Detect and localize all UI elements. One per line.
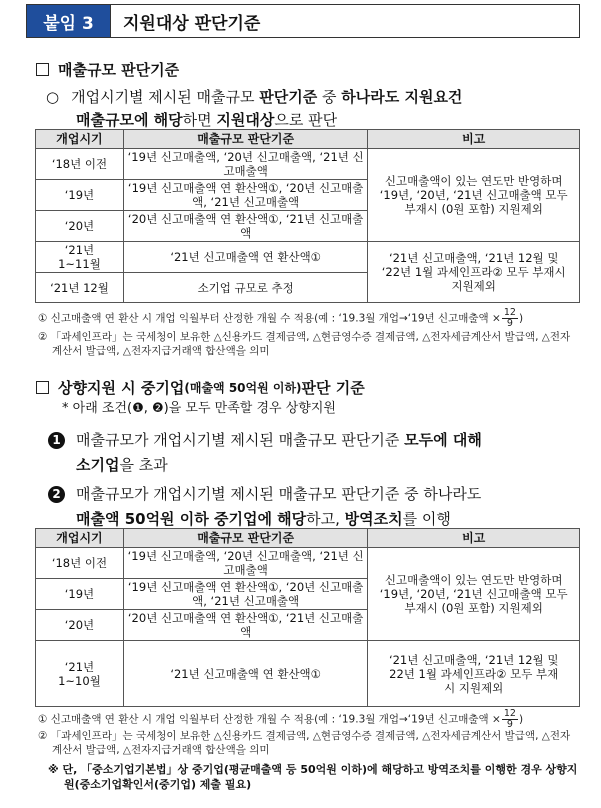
column-header: 개업시기 — [36, 130, 124, 149]
condition-1: 1 매출규모가 개업시기별 제시된 매출규모 판단기준 모두에 대해 소기업을 초과 — [48, 428, 583, 478]
footnote-2: ② 「과세인프라」는 국세청이 보유한 △신용카드 결제금액, △현금영수증 결제금액, △전자세금계산서 발급액, △전자계산서 발급액, △전자지급거래액 합산액을 의미 — [38, 730, 571, 756]
table-row: ‘18년 이전 ‘19년 신고매출액, ‘20년 신고매출액, ‘21년 신고매출액 신고매출액이 있는 연도만 반영하며 ‘19년, ‘20년, ‘21년 신고매출액 모두 부재시 (0원 포함) 지원제외 — [36, 548, 580, 579]
table-row: ‘21년 1~10월 ‘21년 신고매출액 연 환산액① ‘21년 신고매출액, ‘21년 12월 및 22년 1월 과세인프라② 모두 부재시 지원제외 — [36, 641, 580, 707]
remark-cell: 신고매출액이 있는 연도만 반영하며 ‘19년, ‘20년, ‘21년 신고매출액 모두 부재시 (0원 포함) 지원제외 — [368, 548, 580, 641]
page-title: 지원대상 판단기준 — [123, 13, 261, 34]
footnote-1: ① 신고매출액 연 환산 시 개업 익월부터 산정한 개월 수 적용(예 : ‘19.3월 개업→‘19년 신고매출액 × $\frac{12}{9}$ ) — [38, 307, 524, 329]
criteria-table-2 — [35, 528, 580, 707]
section-1-heading — [36, 59, 179, 80]
table-row: ‘21년 12월 소기업 규모로 추정 — [36, 273, 580, 303]
number-1-icon: 1 — [48, 432, 65, 449]
column-header: 비고 — [368, 529, 580, 548]
table-row: ‘20년 ‘20년 신고매출액 연 환산액①, ‘21년 신고매출액 — [36, 610, 580, 641]
section-1-title: 매출규모 판단기준 — [58, 61, 180, 79]
footnote-2: ② 「과세인프라」는 국세청이 보유한 △신용카드 결제금액, △현금영수증 결제금액, △전자세금계산서 발급액, △전자계산서 발급액, △전자지급거래액 합산액을 의미 — [38, 331, 571, 357]
footnote-1: ① 신고매출액 연 환산 시 개업 익월부터 산정한 개월 수 적용(예 : ‘19.3월 개업→‘19년 신고매출액 × $\frac{12}{9}$ ) — [38, 708, 524, 730]
condition-note: * 아래 조건(❶, ❷)을 모두 만족할 경우 상향지원 — [62, 401, 336, 416]
condition-2: 2 매출규모가 개업시기별 제시된 매출규모 판단기준 중 하나라도 매출액 50억원 이하 중기업에 해당하고, 방역조치를 이행 — [48, 482, 583, 532]
table-row: ‘19년 ‘19년 신고매출액 연 환산액①, ‘20년 신고매출액, ‘21년 신고매출액 — [36, 579, 580, 610]
criteria-table-1 — [35, 129, 580, 303]
appendix-tag: 붙임 3 — [27, 5, 111, 37]
checkbox-square-icon — [36, 381, 49, 394]
final-remark: ※ 단, 「중소기업기본법」상 중기업(평균매출액 등 50억원 이하)에 해당하고 방역조치를 이행한 경우 상향지원(중소기업확인서(중기업) 제출 필요) — [48, 763, 578, 791]
table-row: ‘18년 이전 ‘19년 신고매출액, ‘20년 신고매출액, ‘21년 신고매출액 신고매출액이 있는 연도만 반영하며 ‘19년, ‘20년, ‘21년 신고매출액 모두 부재시 (0원 포함) 지원제외 — [36, 149, 580, 180]
remark-cell: ‘21년 신고매출액, ‘21년 12월 및 ‘22년 1월 과세인프라② 모두 부재시 지원제외 — [368, 242, 580, 303]
fraction: $\frac{12}{9}$ — [503, 307, 516, 329]
remark-cell: 신고매출액이 있는 연도만 반영하며 ‘19년, ‘20년, ‘21년 신고매출액 모두 부재시 (0원 포함) 지원제외 — [368, 149, 580, 242]
checkbox-square-icon — [36, 63, 49, 76]
column-header: 매출규모 판단기준 — [123, 130, 367, 149]
column-header: 개업시기 — [36, 529, 124, 548]
column-header: 매출규모 판단기준 — [123, 529, 367, 548]
bullet-icon: ○ — [46, 88, 60, 106]
table-header-row — [36, 529, 580, 548]
table-row: ‘19년 ‘19년 신고매출액 연 환산액①, ‘20년 신고매출액, ‘21년 신고매출액 — [36, 180, 580, 211]
table-header-row — [36, 130, 580, 149]
column-header: 비고 — [368, 130, 580, 149]
table-row: ‘21년 1~11월 ‘21년 신고매출액 연 환산액① ‘21년 신고매출액, ‘21년 12월 및 ‘22년 1월 과세인프라② 모두 부재시 지원제외 — [36, 242, 580, 273]
number-2-icon: 2 — [48, 486, 65, 503]
fraction: $\frac{12}{9}$ — [503, 708, 516, 730]
section-2-heading: 상향지원 시 중기업 (매출액 50억원 이하) 판단 기준 — [36, 377, 365, 398]
table-row: ‘20년 ‘20년 신고매출액 연 환산액①, ‘21년 신고매출액 — [36, 211, 580, 242]
remark-cell: ‘21년 신고매출액, ‘21년 12월 및 22년 1월 과세인프라② 모두 부재시 지원제외 — [368, 641, 580, 707]
section-1-paragraph: ○ 개업시기별 제시된 매출규모 판단기준 중 하나라도 지원요건 매출규모에 해당하면 지원대상으로 판단 — [46, 88, 463, 129]
appendix-header — [26, 4, 580, 38]
